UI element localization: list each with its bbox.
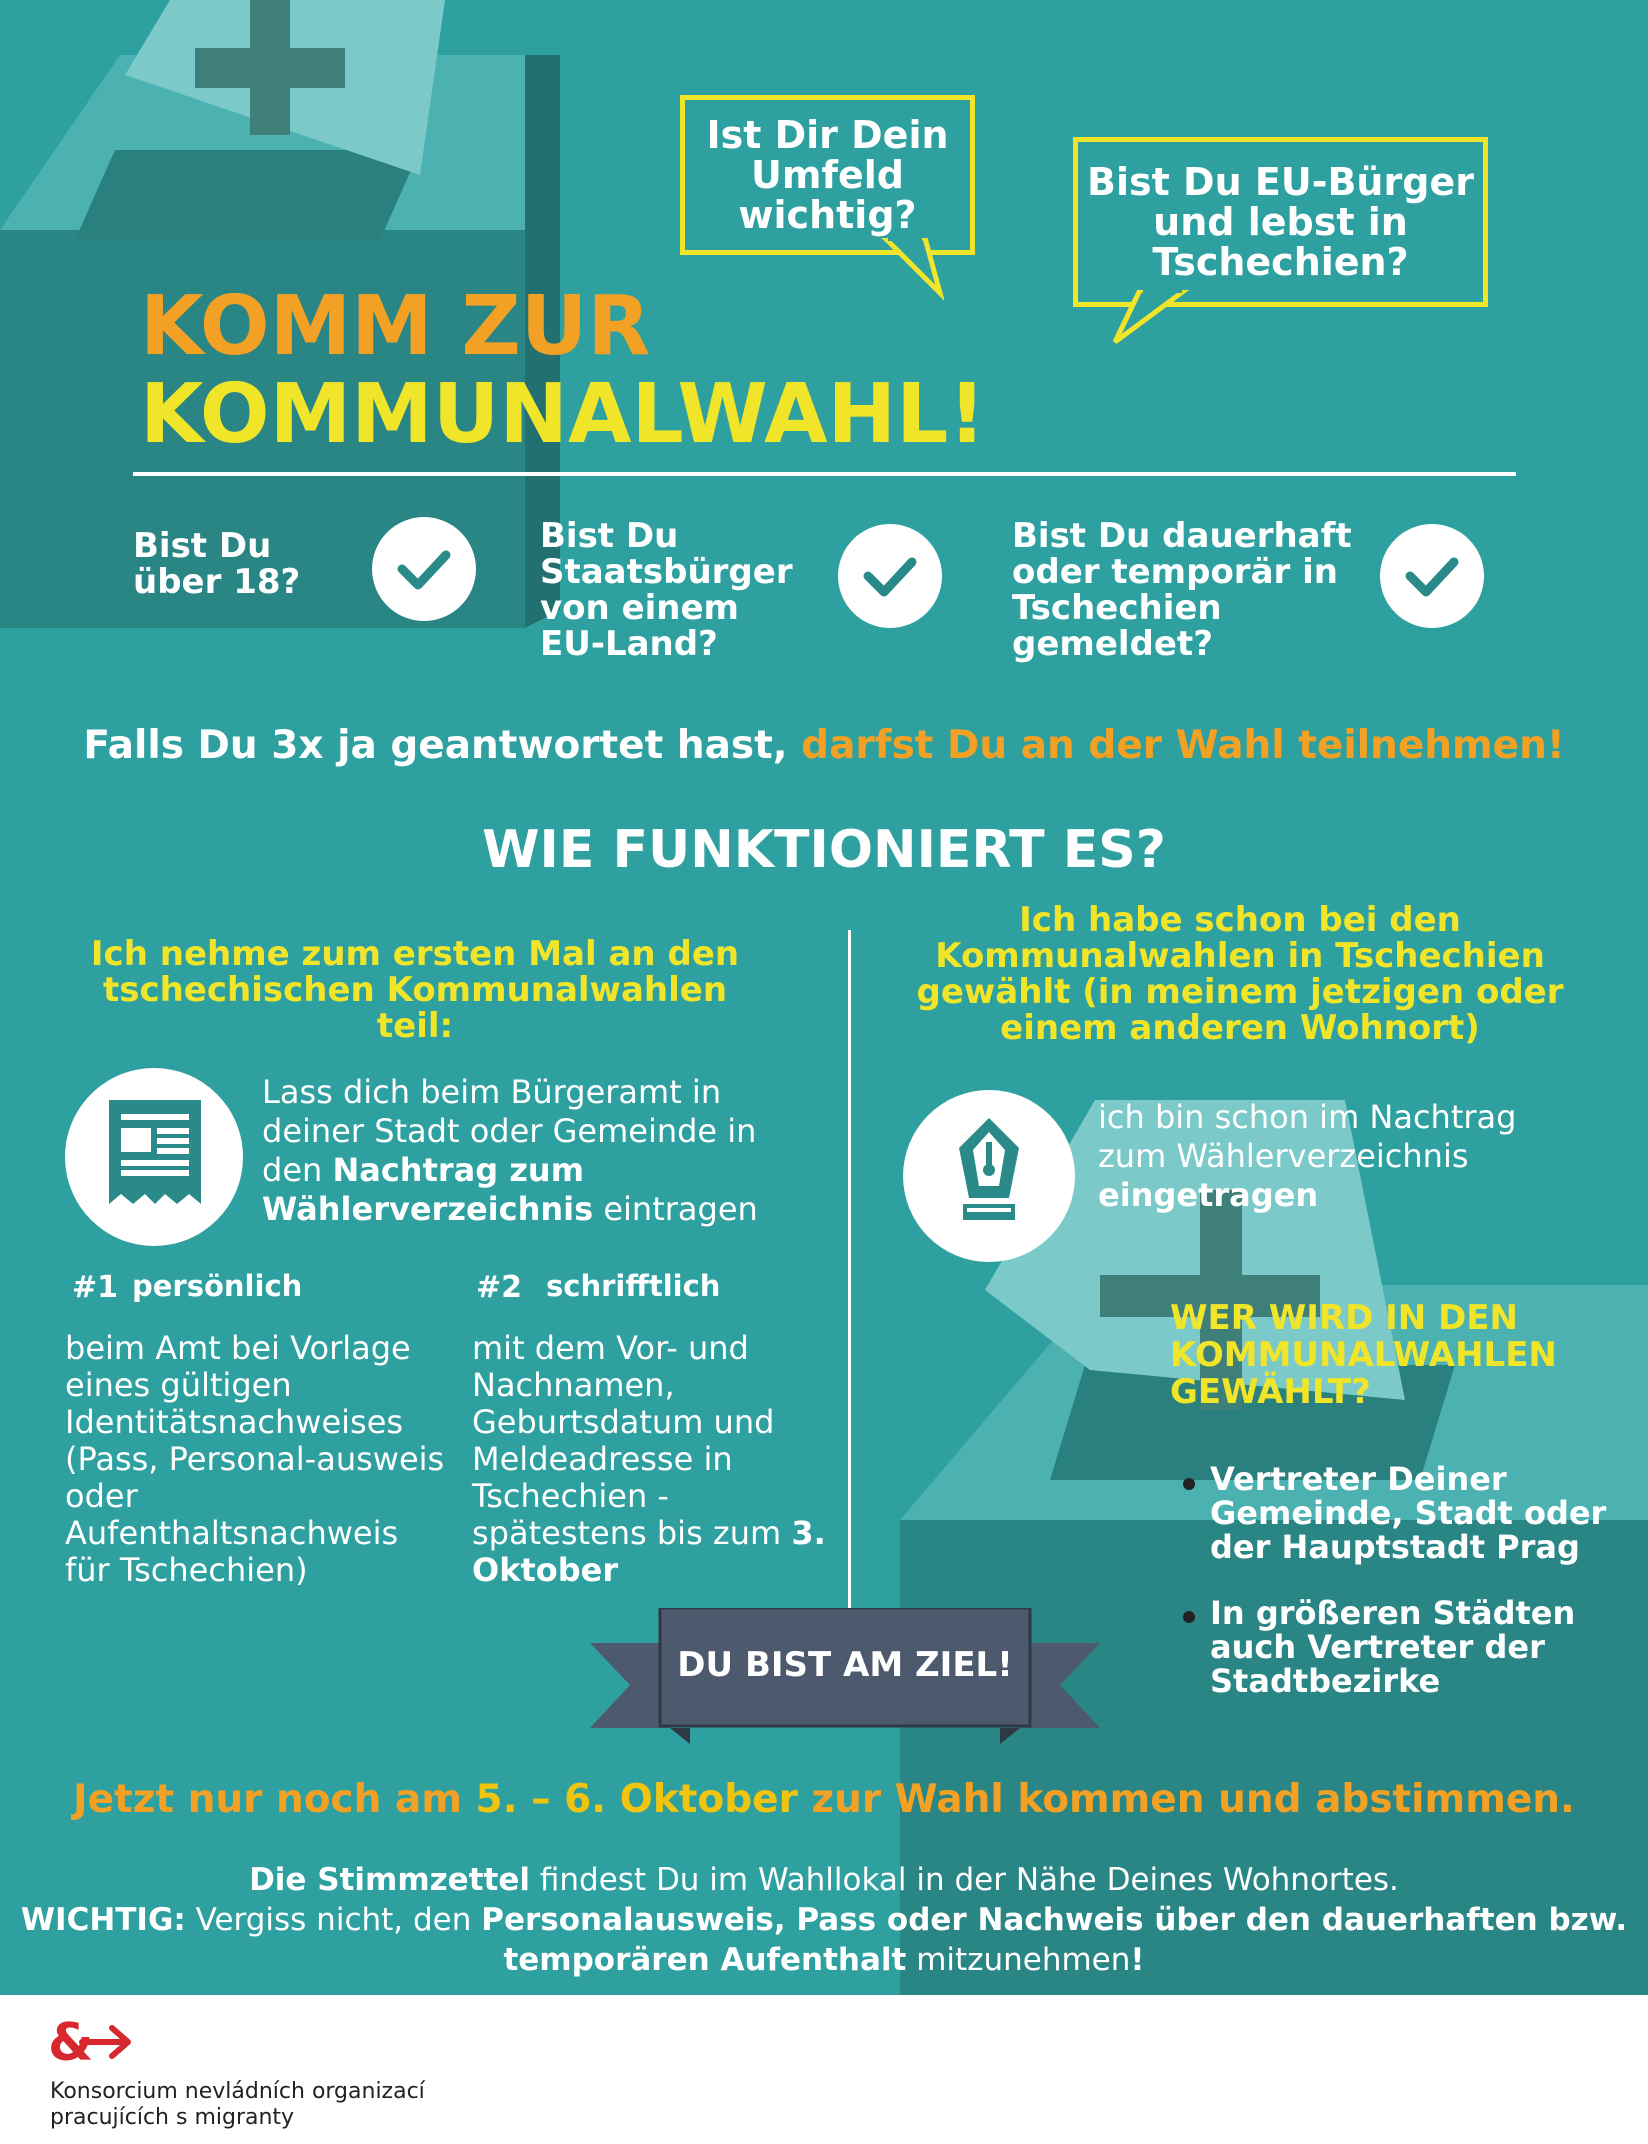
notes-important-text1: Vergiss nicht, den — [185, 1902, 482, 1938]
right-status-text — [1098, 1098, 1558, 1215]
question-age: Bist Du über 18? — [133, 526, 301, 602]
consortium-logo-icon — [48, 2012, 134, 2070]
who-heading: WER WIRD IN DEN KOMMUNALWAHLEN GEWÄHLT? — [1170, 1298, 1557, 1412]
fountain-pen-icon — [953, 1118, 1025, 1234]
headline-line1: KOMM ZUR — [140, 279, 651, 374]
right-status-part1: ich bin schon im Nachtrag zum Wählerverzeichnis — [1098, 1098, 1517, 1175]
notes-line1 — [20, 1860, 1628, 1900]
svg-text:&: & — [48, 2013, 94, 2070]
eligibility-sentence — [0, 723, 1648, 769]
document-icon — [109, 1100, 201, 1216]
final-part3: zur Wahl kommen und abstimmen. — [797, 1777, 1575, 1822]
consortium-name-line1: Konsorcium nevládních organizací — [50, 2079, 425, 2104]
speech-bubble-right-text: Bist Du EU-Bürger und lebst in Tschechien? — [1087, 160, 1474, 284]
notes-line2 — [20, 1900, 1628, 1980]
option1-text: beim Amt bei Vorlage eines gültigen Identitätsnachweises (Pass, Personal-ausweis oder Aufenthaltsnachweis für Tschechien) — [65, 1329, 445, 1589]
bullet-dot-2 — [1183, 1611, 1195, 1623]
question-registration: Bist Du dauerhaft oder temporär in Tschechien gemeldet? — [1012, 516, 1352, 664]
option1-title: persönlich — [132, 1269, 303, 1303]
notes-exclamation: ! — [1130, 1942, 1145, 1978]
final-call — [0, 1777, 1648, 1823]
column-divider — [848, 930, 851, 1610]
option2-deadline: 3. Oktober — [472, 1514, 826, 1589]
speech-bubble-left-text: Ist Dir Dein Umfeld wichtig? — [706, 113, 949, 237]
who-item-2: In größeren Städten auch Vertreter der Stadtbezirke — [1210, 1594, 1576, 1700]
consortium-name-line2: pracujících s migranty — [50, 2105, 295, 2130]
left-column-heading: Ich nehme zum ersten Mal an den tschechischen Kommunalwahlen teil: — [90, 934, 740, 1046]
speech-bubble-right — [1073, 137, 1488, 307]
speech-bubble-left-tail — [880, 238, 950, 300]
check-registration — [1380, 524, 1484, 628]
pen-circle — [903, 1090, 1075, 1262]
how-title: WIE FUNKTIONIERT ES? — [482, 820, 1166, 880]
speech-bubble-right-tail — [1110, 290, 1200, 350]
speech-bubble-left — [680, 95, 975, 255]
notes-ballot-bold: Die Stimmzettel — [249, 1862, 530, 1898]
right-status-bold: eingetragen — [1098, 1176, 1319, 1214]
headline-divider — [133, 472, 1516, 476]
final-part1: Jetzt nur noch am — [73, 1777, 476, 1822]
document-circle — [65, 1068, 243, 1246]
who-item-1: Vertreter Deiner Gemeinde, Stadt oder der Hauptstadt Prag — [1210, 1460, 1607, 1566]
notes-block — [20, 1860, 1628, 1980]
check-citizenship — [838, 524, 942, 628]
question-citizenship: Bist Du Staatsbürger von einem EU-Land? — [540, 516, 793, 664]
notes-ballot-rest: findest Du im Wahllokal in der Nähe Deines Wohnortes. — [530, 1862, 1399, 1898]
check-age — [372, 517, 476, 621]
option2-text-main: mit dem Vor- und Nachnamen, Geburtsdatum und Meldeadresse in Tschechien - spätestens bis zum — [472, 1329, 792, 1552]
ribbon-label: DU BIST AM ZIEL! — [677, 1645, 1013, 1685]
final-dates: 5. – 6. Oktober — [475, 1777, 798, 1822]
option2-title: schrifftlich — [546, 1269, 721, 1303]
check-icon — [394, 539, 454, 599]
notes-important-label: WICHTIG: — [20, 1902, 186, 1938]
notes-important-text2: mitzunehmen — [906, 1942, 1131, 1978]
eligibility-part2: darfst Du an der Wahl teilnehmen! — [801, 723, 1565, 768]
left-intro-bold: Nachtrag zum Wählerverzeichnis — [262, 1151, 594, 1228]
option2-number: #2 — [476, 1270, 523, 1305]
option1-number: #1 — [72, 1270, 119, 1305]
notes-documents-bold: Personalausweis, Pass oder Nachweis über den dauerhaften bzw. temporären Aufenthalt — [481, 1902, 1628, 1978]
headline-line2: KOMMUNALWAHL! — [140, 367, 986, 462]
eligibility-part1: Falls Du 3x ja geantwortet hast, — [83, 723, 802, 768]
left-intro-text — [262, 1073, 782, 1229]
bullet-dot-1 — [1183, 1478, 1195, 1490]
left-intro-part2: eintragen — [593, 1190, 758, 1228]
left-intro-part1: Lass dich beim Bürgeramt in deiner Stadt oder Gemeinde in den — [262, 1073, 757, 1189]
check-icon — [860, 546, 920, 606]
option2-text — [472, 1330, 832, 1589]
check-icon — [1402, 546, 1462, 606]
right-column-heading: Ich habe schon bei den Kommunalwahlen in Tschechien gewählt (in meinem jetzigen oder einem anderen Wohnort) — [916, 900, 1564, 1048]
